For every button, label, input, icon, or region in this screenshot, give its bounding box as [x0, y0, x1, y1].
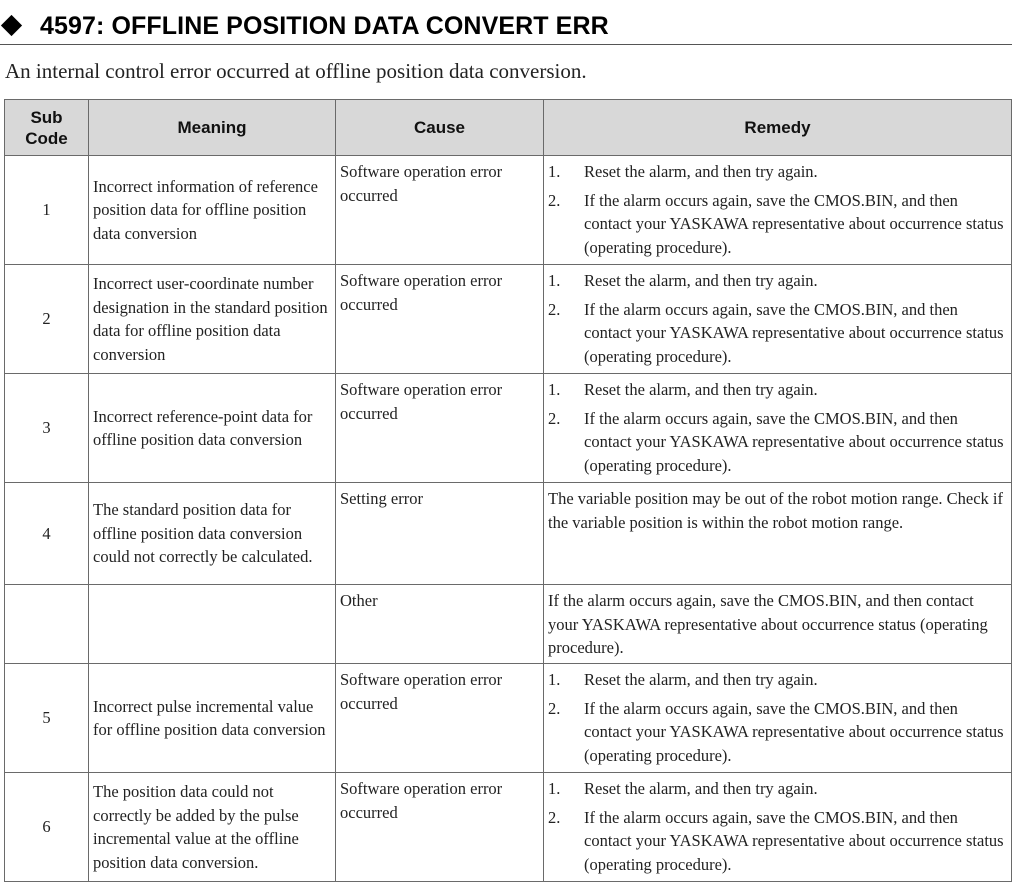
remedy-cell [544, 664, 1012, 773]
remedy-step [548, 298, 1007, 369]
remedy-step-number: 2. [548, 299, 561, 319]
sub-code-cell: 5 [5, 664, 89, 773]
table-row [5, 483, 1012, 585]
remedy-step-text: If the alarm occurs again, save the CMOS.BIN, and then contact your YASKAWA representative about occurrence status (operating procedure). [584, 299, 1004, 366]
remedy-step-number: 2. [548, 698, 561, 718]
column-header-remedy: Remedy [544, 100, 1012, 156]
remedy-step-text: Reset the alarm, and then try again. [584, 271, 818, 290]
sub-code-cell: 2 [5, 265, 89, 374]
remedy-step-text: Reset the alarm, and then try again. [584, 380, 818, 399]
remedy-step-list [548, 378, 1007, 477]
table-header-row [5, 100, 1012, 156]
meaning-cell: Incorrect user-coordinate number designation in the standard position data for offline position data conversion [89, 265, 336, 374]
remedy-step-text: Reset the alarm, and then try again. [584, 162, 818, 181]
alarm-table [4, 99, 1012, 882]
table-row [5, 265, 1012, 374]
remedy-step-list [548, 777, 1007, 876]
remedy-cell [544, 585, 1012, 664]
remedy-step-number: 2. [548, 807, 561, 827]
remedy-step [548, 160, 1007, 184]
remedy-step-text: If the alarm occurs again, save the CMOS.BIN, and then contact your YASKAWA representative about occurrence status (operating procedure). [584, 190, 1004, 257]
remedy-cell [544, 156, 1012, 265]
remedy-step [548, 697, 1007, 768]
alarm-title: 4597: OFFLINE POSITION DATA CONVERT ERR [40, 12, 609, 40]
sub-code-cell: 6 [5, 773, 89, 882]
cause-cell: Software operation error occurred [336, 374, 544, 483]
cause-cell: Software operation error occurred [336, 156, 544, 265]
table-row [5, 773, 1012, 882]
column-header-meaning: Meaning [89, 100, 336, 156]
remedy-step-number: 2. [548, 408, 561, 428]
cause-cell: Setting error [336, 483, 544, 585]
alarm-description: An internal control error occurred at offline position data conversion. [5, 59, 587, 83]
remedy-step-number: 1. [548, 162, 561, 181]
remedy-step-number: 1. [548, 670, 561, 689]
remedy-cell [544, 773, 1012, 882]
remedy-step-text: Reset the alarm, and then try again. [584, 779, 818, 798]
sub-code-cell [5, 585, 89, 664]
table-row [5, 664, 1012, 773]
remedy-cell [544, 265, 1012, 374]
remedy-step [548, 777, 1007, 801]
meaning-cell: Incorrect pulse incremental value for offline position data conversion [89, 664, 336, 773]
meaning-cell: Incorrect information of reference position data for offline position data conversion [89, 156, 336, 265]
meaning-cell: The standard position data for offline position data conversion could not correctly be calculated. [89, 483, 336, 585]
cause-cell: Software operation error occurred [336, 265, 544, 374]
remedy-step [548, 378, 1007, 402]
remedy-step [548, 806, 1007, 877]
remedy-cell [544, 483, 1012, 585]
remedy-step-text: If the alarm occurs again, save the CMOS.BIN, and then contact your YASKAWA representative about occurrence status (operating procedure). [584, 408, 1004, 475]
remedy-step-list [548, 668, 1007, 767]
meaning-cell: The position data could not correctly be added by the pulse incremental value at the offline position data conversion. [89, 773, 336, 882]
meaning-cell [89, 585, 336, 664]
remedy-cell [544, 374, 1012, 483]
remedy-step-number: 1. [548, 779, 561, 798]
remedy-step-list [548, 269, 1007, 368]
remedy-step [548, 269, 1007, 293]
column-header-sub-code: Sub Code [5, 100, 89, 156]
diamond-bullet-icon [1, 15, 22, 36]
remedy-step [548, 189, 1007, 260]
remedy-step [548, 668, 1007, 692]
remedy-step-text: Reset the alarm, and then try again. [584, 670, 818, 689]
column-header-cause: Cause [336, 100, 544, 156]
table-row [5, 156, 1012, 265]
remedy-step-text: If the alarm occurs again, save the CMOS.BIN, and then contact your YASKAWA representative about occurrence status (operating procedure). [584, 698, 1004, 765]
table-row [5, 585, 1012, 664]
table-row [5, 374, 1012, 483]
cause-cell: Software operation error occurred [336, 664, 544, 773]
cause-cell: Other [336, 585, 544, 664]
alarm-header [0, 0, 1012, 45]
remedy-step-number: 2. [548, 190, 561, 210]
remedy-text: The variable position may be out of the robot motion range. Check if the variable position is within the robot motion range. [548, 489, 1004, 532]
remedy-step [548, 407, 1007, 478]
remedy-step-number: 1. [548, 271, 561, 290]
meaning-cell: Incorrect reference-point data for offline position data conversion [89, 374, 336, 483]
remedy-step-list [548, 160, 1007, 259]
sub-code-cell: 3 [5, 374, 89, 483]
sub-code-cell: 1 [5, 156, 89, 265]
table-body [5, 156, 1012, 882]
remedy-text: If the alarm occurs again, save the CMOS.BIN, and then contact your YASKAWA representative about occurrence status (operating procedure). [548, 591, 988, 657]
remedy-step-number: 1. [548, 380, 561, 399]
cause-cell: Software operation error occurred [336, 773, 544, 882]
sub-code-cell: 4 [5, 483, 89, 585]
remedy-step-text: If the alarm occurs again, save the CMOS.BIN, and then contact your YASKAWA representative about occurrence status (operating procedure). [584, 807, 1004, 874]
